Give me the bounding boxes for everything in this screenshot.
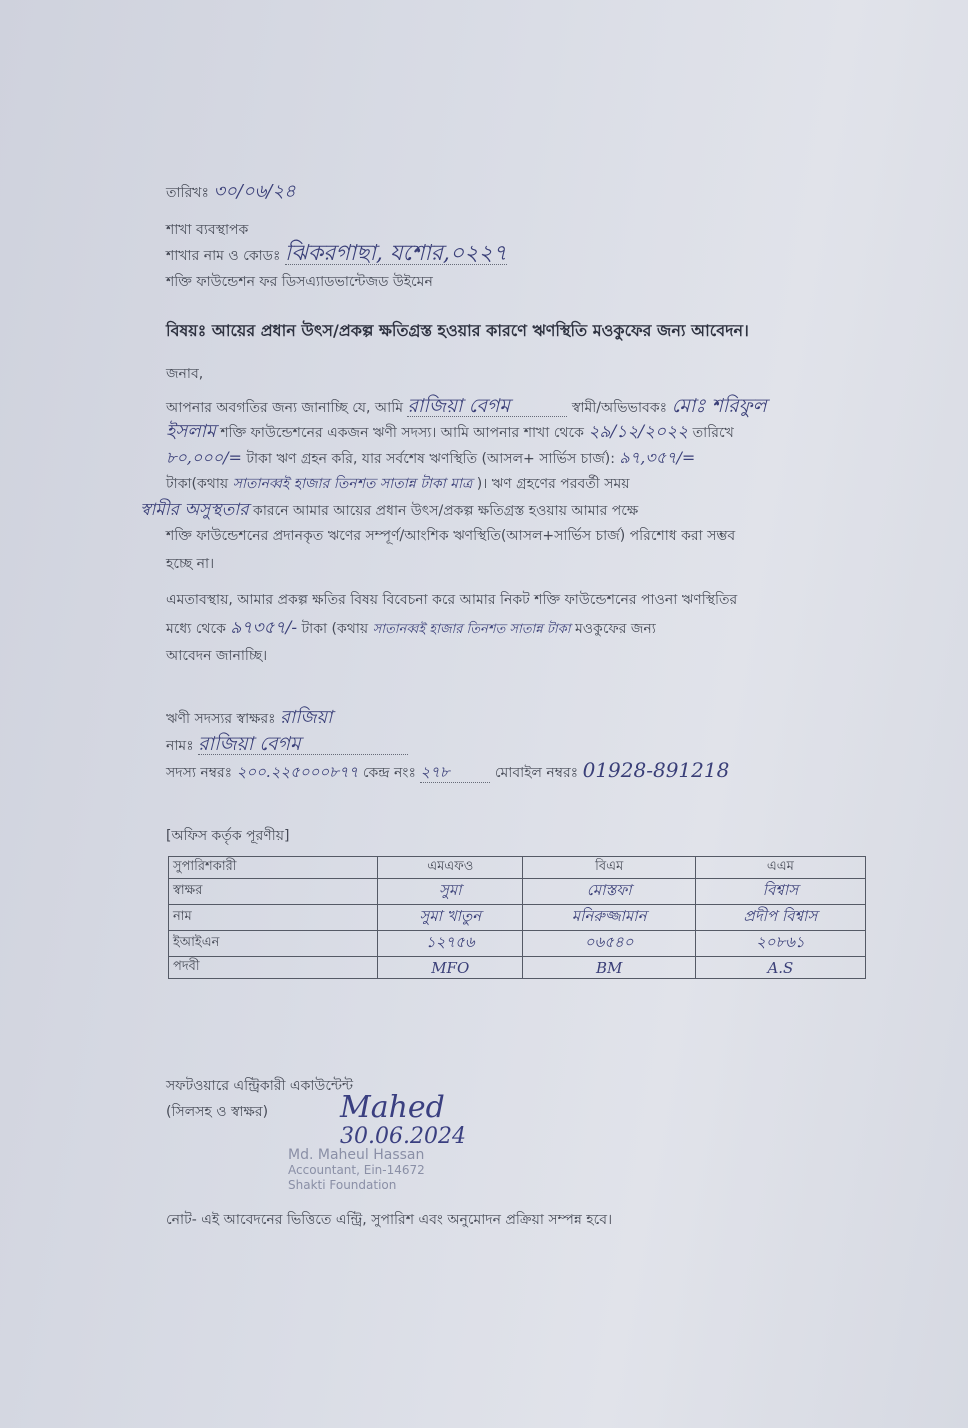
accountant-signature: Mahed [340, 1090, 445, 1125]
label: কেন্দ্র নংঃ [362, 765, 416, 781]
cell: A.S [695, 957, 865, 979]
accountant-line-1: সফটওয়ারে এন্ট্রিকারী একাউন্টেন্ট [166, 1078, 353, 1094]
loan-amount: ৮০,০০০/= [166, 448, 242, 467]
waiver-amount: ৯৭৩৫৭/- [230, 618, 298, 638]
body-line-4 [166, 474, 630, 494]
stamp-org: Shakti Foundation [288, 1178, 397, 1192]
org-line: শক্তি ফাউন্ডেশন ফর ডিসএ্যাডভান্টেজড উইমেন [166, 274, 433, 290]
guardian-name-cont: ইসলাম [166, 421, 216, 442]
mobile-number: 01928-891218 [582, 758, 730, 782]
branch-label: শাখার নাম ও কোডঃ [166, 248, 281, 264]
cell: মোস্তফা [523, 879, 695, 905]
balance-words: সাতানব্বই হাজার তিনশত সাতান্ন টাকা মাত্র [232, 476, 473, 492]
body-line-1 [166, 396, 767, 418]
text: মধ্যে থেকে [166, 621, 226, 637]
date-value: ৩০/০৬/২৪ [213, 181, 296, 202]
cell: ২০৮৬১ [695, 931, 865, 957]
cell: প্রদীপ বিশ্বাস [695, 905, 865, 931]
label: সদস্য নম্বরঃ [166, 765, 233, 781]
header-cell: বিএম [523, 857, 695, 879]
label: নামঃ [166, 738, 194, 754]
loan-date: ২৯/১২/২০২২ [588, 422, 689, 442]
text: )। ঋণ গ্রহণের পরবর্তী সময় [476, 476, 630, 492]
cell: সুমা [378, 879, 523, 905]
text: টাকা ঋণ গ্রহন করি, যার সর্বশেষ ঋণস্থিতি (আসল+ সার্ভিস চার্জ): [246, 451, 615, 467]
cell: সুমা খাতুন [378, 905, 523, 931]
stamp-name: Md. Maheul Hassan [288, 1147, 425, 1163]
salutation: জনাব, [166, 366, 204, 382]
text: টাকা(কথায় [166, 476, 229, 492]
text: কারনে আমার আয়ের প্রধান উৎস/প্রকল্প ক্ষতিগ্রস্ত হওয়ায় আমার পক্ষে [253, 503, 639, 519]
body-line-10: আবেদন জানাচ্ছি। [166, 648, 268, 664]
text: টাকা (কথায় [301, 621, 369, 637]
applicant-id-line [166, 760, 729, 783]
body-line-6: শক্তি ফাউন্ডেশনের প্রদানকৃত ঋণের সম্পূর্ণ/আংশিক ঋণস্থিতি(আসল+সার্ভিস চার্জ) পরিশোধ করা সম্ভব [166, 528, 736, 544]
text: তারিখে [692, 425, 734, 441]
table-header-row [169, 857, 866, 879]
center-number: ২৭৮ [420, 762, 490, 783]
table-row [169, 931, 866, 957]
body-line-5 [140, 500, 638, 521]
member-number: ২০০.২২৫০০০৮৭৭ [236, 763, 359, 781]
addressee: শাখা ব্যবস্থাপক [166, 222, 249, 238]
cell: ০৬৫৪০ [523, 931, 695, 957]
table-row [169, 879, 866, 905]
text: শক্তি ফাউন্ডেশনের একজন ঋণী সদস্য। আমি আপনার শাখা থেকে [220, 425, 584, 441]
accountant-sign-date: 30.06.2024 [340, 1124, 466, 1149]
applicant-name-line [166, 734, 408, 756]
applicant-sign-line [166, 708, 332, 729]
body-line-3 [166, 448, 695, 469]
guardian-name: মোঃ শরিফুল [671, 395, 767, 417]
row-label: ইআইএন [169, 931, 378, 957]
balance-amount: ৯৭,৩৫৭/= [619, 448, 696, 467]
waiver-words: সাতানব্বই হাজার তিনশত সাতান্ন টাকা [372, 622, 571, 637]
borrower-name: রাজিয়া বেগম [407, 396, 567, 417]
header-cell: এএম [695, 857, 865, 879]
date-line [166, 182, 296, 203]
accountant-stamp [288, 1148, 425, 1193]
body-line-9 [166, 618, 656, 640]
date-label: তারিখঃ [166, 185, 209, 201]
applicant-name: রাজিয়া বেগম [198, 734, 408, 755]
cell: ১২৭৫৬ [378, 931, 523, 957]
cell: বিশ্বাস [695, 879, 865, 905]
label: ঋণী সদস্যর স্বাক্ষরঃ [166, 711, 276, 727]
accountant-line-2: (সিলসহ ও স্বাক্ষর) [166, 1104, 269, 1120]
header-cell: এমএফও [378, 857, 523, 879]
reason: স্বামীর অসুস্থতার [140, 500, 249, 520]
row-label: স্বাক্ষর [169, 879, 378, 905]
office-table [168, 856, 866, 979]
cell: MFO [378, 957, 523, 979]
row-label: নাম [169, 905, 378, 931]
stamp-title: Accountant, Ein-14672 [288, 1163, 425, 1177]
branch-line [166, 241, 508, 266]
cell: BM [523, 957, 695, 979]
body-line-2 [166, 422, 734, 443]
applicant-signature: রাজিয়া [280, 707, 333, 728]
row-label: পদবী [169, 957, 378, 979]
cell: মনিরুজ্জামান [523, 905, 695, 931]
table-row [169, 905, 866, 931]
body-line-8: এমতাবস্থায়, আমার প্রকল্প ক্ষতির বিষয় বিবেচনা করে আমার নিকট শক্তি ফাউন্ডেশনের পাওনা ঋণস্থিতির [166, 592, 738, 608]
body-line-7: হচ্ছে না। [166, 556, 215, 572]
table-row [169, 957, 866, 979]
text: মওকুফের জন্য [574, 621, 656, 637]
text: স্বামী/অভিভাবকঃ [571, 400, 668, 416]
office-label: [অফিস কর্তৃক পূরণীয়] [166, 828, 290, 844]
branch-value: ঝিকরগাছা, যশোর,০২২৭ [284, 241, 508, 266]
footer-note: নোট- এই আবেদনের ভিত্তিতে এন্ট্রি, সুপারিশ এবং অনুমোদন প্রক্রিয়া সম্পন্ন হবে। [166, 1212, 613, 1228]
subject-line: বিষয়ঃ আয়ের প্রধান উৎস/প্রকল্প ক্ষতিগ্রস্ত হওয়ার কারণে ঋণস্থিতি মওকুফের জন্য আবেদন। [166, 321, 749, 340]
label: মোবাইল নম্বরঃ [494, 765, 579, 781]
header-cell: সুপারিশকারী [169, 857, 378, 879]
text: আপনার অবগতির জন্য জানাচ্ছি যে, আমি [166, 400, 404, 416]
